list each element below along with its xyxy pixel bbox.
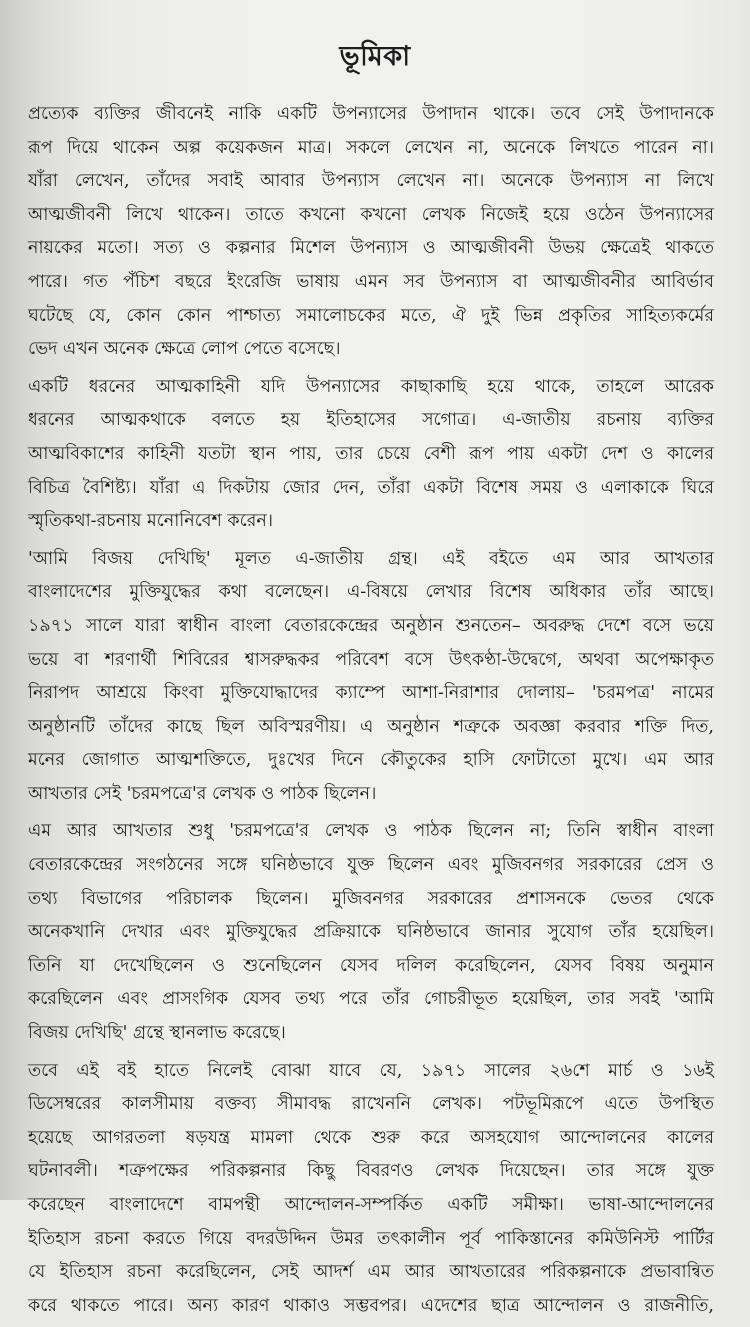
text-line: ধরনের আত্মকথাকে বলতে হয় ইতিহাসের সগোত্র। এ-জাতীয় রচনায় ব্যক্তির (28, 410, 714, 431)
text-line: ডিসেম্বরের কালসীমায় বক্তব্য সীমাবদ্ধ রাখেননি লেখক। পটভূমিরূপে এতে উপস্থিত (28, 1094, 714, 1115)
text-line: ইতিহাস রচনা করতে গিয়ে বদরউদ্দিন উমর তৎকালীন পূর্ব পাকিস্তানের কমিউনিস্ট পার্টির (28, 1228, 714, 1249)
paragraph-5 (28, 1055, 714, 1324)
text-line: প্রত্যেক ব্যক্তির জীবনেই নাকি একটি উপন্যাসের উপাদান থাকে। তবে সেই উপাদানকে (28, 104, 714, 124)
text-line: ভেদ এখন অনেক ক্ষেত্রে লোপ পেতে বসেছে। (28, 339, 341, 360)
text-line: করেছেন বাংলাদেশে বামপন্থী আন্দোলন-সম্পর্কিত একটি সমীক্ষা। ভাষা-আন্দোলনের (28, 1195, 714, 1215)
paragraph-1 (28, 98, 714, 367)
text-line: পারে। গত পঁচিশ বছরে ইংরেজি ভাষায় এমন সব উপন্যাস বা আত্মজীবনীর আবির্ভাব (28, 271, 714, 292)
text-line: বাংলাদেশের মুক্তিযুদ্ধের কথা বলেছেন। এ-বিষয়ে লেখার বিশেষ অধিকার তাঁর আছে। (28, 582, 714, 603)
text-line: অনুষ্ঠানটি তাঁদের কাছে ছিল অবিস্মরণীয়। এ অনুষ্ঠান শত্রুকে অবজ্ঞা করবার শক্তি দিত, (28, 716, 714, 737)
text-line: করে থাকতে পারে। অন্য কারণ থাকাও সম্ভবপর। এদেশের ছাত্র আন্দোলন ও রাজনীতি, (28, 1295, 714, 1316)
text-line: তবে এই বই হাতে নিলেই বোঝা যাবে যে, ১৯৭১ সালের ২৬শে মার্চ ও ১৬ই (28, 1060, 714, 1081)
text-line: ভয়ে বা শরণার্থী শিবিরের শ্বাসরুদ্ধকর পরিবেশ বসে উৎকণ্ঠা-উদ্বেগে, অথবা অপেক্ষাকৃত (28, 649, 714, 670)
paragraph-4 (28, 815, 714, 1050)
text-line: স্মৃতিকথা-রচনায় মনোনিবেশ করেন। (28, 511, 274, 532)
page-title: ভূমিকা (339, 41, 411, 72)
text-line: মনের জোগাত আত্মশক্তিতে, দুঃখের দিনে কৌতুকের হাসি ফোটাতো মুখে। এম আর (28, 750, 714, 771)
text-line: বিজয় দেখিছি' গ্রন্থে স্থানলাভ করেছে। (28, 1023, 286, 1044)
text-line: আত্মবিকাশের কাহিনী যতটা স্থান পায়, তার চেয়ে বেশী রূপ পায় একটা দেশ ও কালের (28, 443, 714, 464)
text-line: ঘটনাবলী। শত্রুপক্ষের পরিকল্পনার কিছু বিবরণও লেখক দিয়েছেন। তার সঙ্গে যুক্ত (28, 1161, 714, 1182)
text-line: এম আর আখতার শুধু 'চরমপত্রে'র লেখক ও পাঠক ছিলেন না; তিনি স্বাধীন বাংলা (28, 821, 714, 842)
text-line: যাঁরা লেখেন, তাঁদের সবাই আবার উপন্যাস লেখেন না। অনেকে উপন্যাস না লিখে (28, 171, 714, 192)
text-line: নিরাপদ আশ্রয়ে কিংবা মুক্তিযোদ্ধাদের ক্যাম্পে আশা-নিরাশার দোলায়– 'চরমপত্র' নামের (28, 683, 714, 704)
text-line: তিনি যা দেখেছিলেন ও শুনেছিলেন যেসব দলিল করেছিলেন, যেসব বিষয় অনুমান (28, 955, 714, 976)
text-line: অনেকখানি দেখার এবং মুক্তিযুদ্ধের প্রক্রিয়াকে ঘনিষ্ঠভাবে জানার সুযোগ তাঁর হয়েছিল। (28, 922, 714, 943)
text-line: বিচিত্র বৈশিষ্ট্য। যাঁরা এ দিকটায় জোর দেন, তাঁরা একটা বিশেষ সময় ও এলাকাকে ঘিরে (28, 477, 714, 498)
text-line: হয়েছে আগরতলা ষড়যন্ত্র মামলা থেকে শুরু করে অসহযোগ আন্দোলনের কালের (28, 1127, 714, 1148)
text-line: নায়কের মতো। সত্য ও কল্পনার মিশেল উপন্যাস ও আত্মজীবনী উভয় ক্ষেত্রেই থাকতে (28, 238, 714, 259)
paragraph-2 (28, 371, 714, 539)
paragraph-3 (28, 543, 714, 812)
text-line: একটি ধরনের আত্মকাহিনী যদি উপন্যাসের কাছাকাছি হয়ে থাকে, তাহলে আরেক (28, 376, 714, 397)
text-line: ১৯৭১ সালে যারা স্বাধীন বাংলা বেতারকেন্দ্রের অনুষ্ঠান শুনতেন– অবরুদ্ধ দেশে বসে ভয়ে (28, 615, 714, 636)
text-line: 'আমি বিজয় দেখিছি' মূলত এ-জাতীয় গ্রন্থ। এই বইতে এম আর আখতার (28, 548, 714, 569)
text-line: যে ইতিহাস রচনা করেছিলেন, সেই আদর্শ এম আর আখতারের পরিকল্পনাকে প্রভাবান্বিত (28, 1262, 714, 1283)
text-line: করেছিলেন এবং প্রাসংগিক যেসব তথ্য পরে তাঁর গোচরীভূত হয়েছিল, তার সবই 'আমি (28, 989, 714, 1010)
text-line: আত্মজীবনী লিখে থাকেন। তাতে কখনো কখনো লেখক নিজেই হয়ে ওঠেন উপন্যাসের (28, 204, 714, 225)
body-text (28, 98, 714, 1327)
text-line: আখতার সেই 'চরমপত্রে'র লেখক ও পাঠক ছিলেন। (28, 783, 377, 804)
text-line: রূপ দিয়ে থাকেন অল্প কয়েকজন মাত্র। সকলে লেখেন না, অনেকে লিখতে পারেন না। (28, 137, 714, 158)
text-line: বেতারকেন্দ্রের সংগঠনের সঙ্গে ঘনিষ্ঠভাবে যুক্ত ছিলেন এবং মুজিবনগর সরকারের প্রেস ও (28, 855, 714, 876)
text-line: ঘটেছে যে, কোন কোন পাশ্চাত্য সমালোচকের মতে, ঐ দুই ভিন্ন প্রকৃতির সাহিত্যকর্মের (28, 305, 714, 326)
text-line: তথ্য বিভাগের পরিচালক ছিলেন। মুজিবনগর সরকারের প্রশাসনকে ভেতর থেকে (28, 888, 714, 909)
